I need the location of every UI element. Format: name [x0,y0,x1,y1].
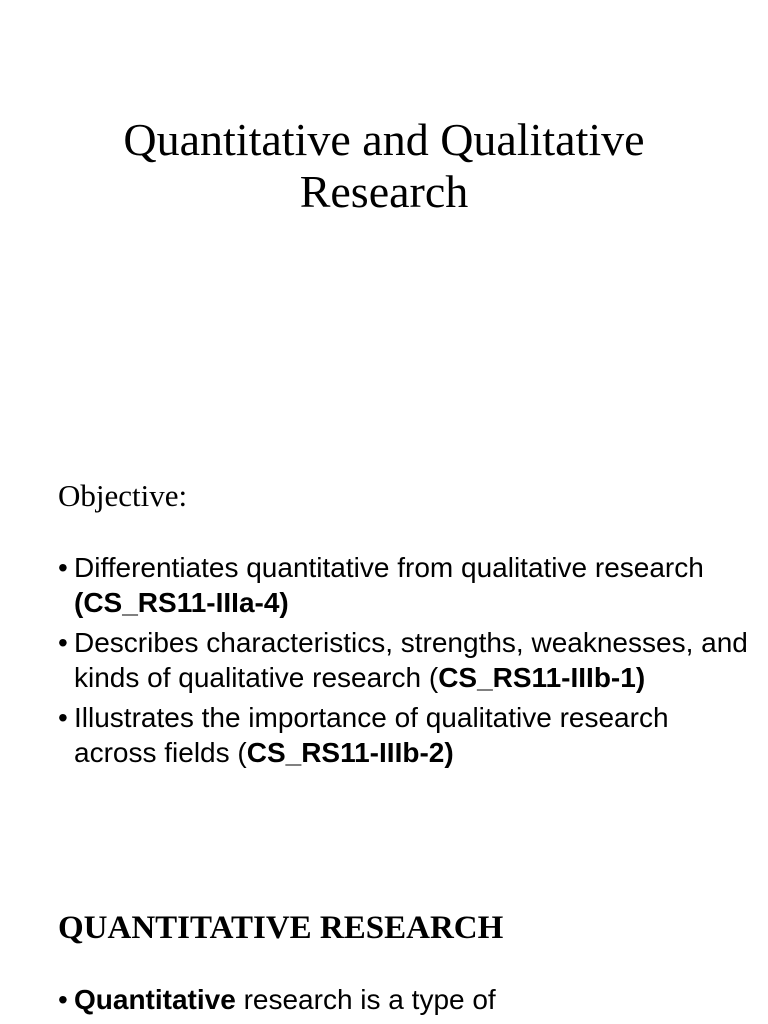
quantitative-slide [0,880,768,1024]
bullet-icon: • [58,552,68,583]
competency-code: (CS_RS11-IIIa-4) [74,587,289,618]
objective-heading: Objective: [58,478,188,513]
objective-slide [0,440,768,880]
bullet-icon: • [58,984,68,1015]
objective-text: Illustrates the importance of qualitative research across fields ( [74,702,669,768]
list-item [58,625,758,695]
competency-code: CS_RS11-IIIb-2) [246,737,454,768]
section-heading: QUANTITATIVE RESEARCH [58,910,504,946]
list-item [58,700,758,770]
list-item [58,982,758,1017]
slide-title [0,114,768,218]
competency-code: CS_RS11-IIIb-1) [438,662,646,693]
bullet-icon: • [58,702,68,733]
quantitative-list [58,982,758,1022]
objective-text: Describes characteristics, strengths, weaknesses, and kinds of qualitative research ( [74,627,748,693]
objective-text: Differentiates quantitative from qualitative research [74,552,704,583]
title-line-2: Research [299,166,469,217]
bullet-icon: • [58,627,68,658]
list-item [58,550,758,620]
definition-text: research is a type of [235,984,496,1015]
term-bold: Quantitative [74,984,236,1015]
title-line-1: Quantitative and Qualitative [123,114,645,165]
title-slide [0,0,768,440]
objective-list [58,550,758,775]
